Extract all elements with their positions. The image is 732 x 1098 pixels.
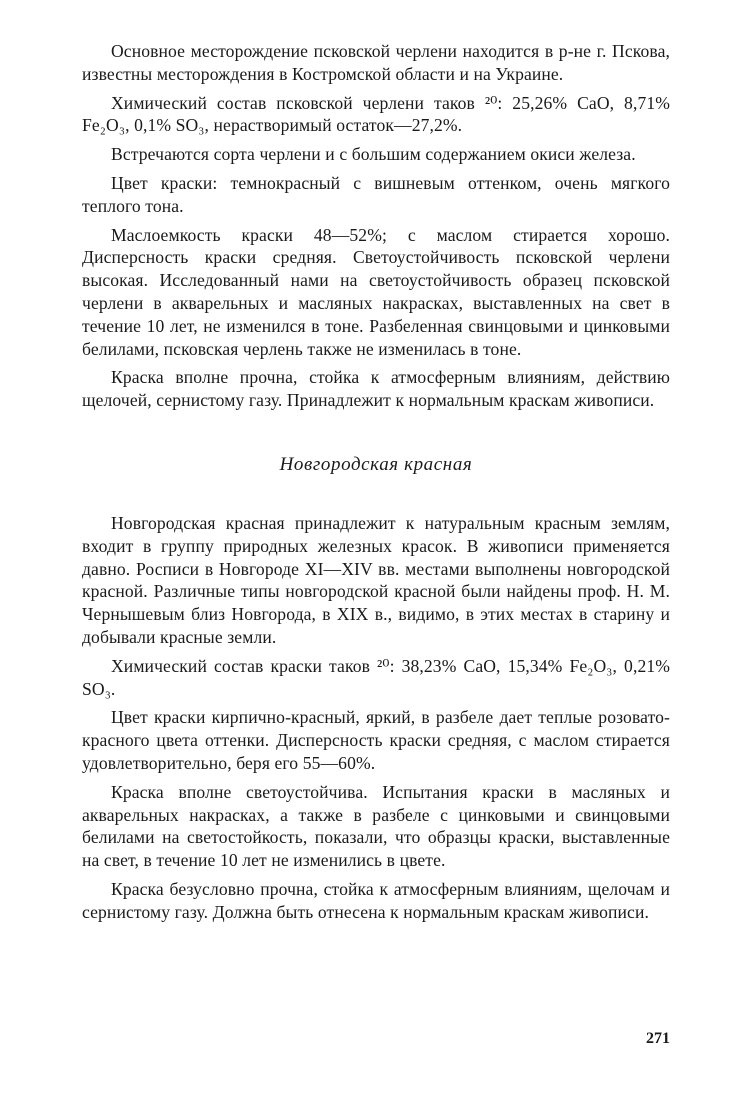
page-number: 271 [646, 1030, 670, 1047]
page-content [82, 40, 670, 930]
paragraph: Краска вполне прочна, стойка к атмосферным влияниям, действию щелочей, сернистому газу. Принадлежит к нормальным краскам живописи. [82, 367, 670, 411]
paragraph: Новгородская красная принадлежит к натуральным красным землям, входит в группу природных железных красок. В живописи применяется давно. Росписи в Новгороде XI—XIV вв. местами выполнены новгородской красной. Различные типы новгородской красной были найдены проф. Н. М. Чернышевым близ Новгорода, в XIX в., видимо, в этих местах в старину и добывали красные земли. [82, 512, 670, 647]
paragraph: Химический состав краски таков ²⁰: 38,23% CaO, 15,34% Fe₂O₃, 0,21% SO₃. [82, 655, 670, 699]
paragraph: Химический состав псковской черлени таков ²⁰: 25,26% CaO, 8,71% Fe₂O₃, 0,1% SO₃, нерастворимый остаток—27,2%. [82, 92, 670, 136]
paragraph: Краска безусловно прочна, стойка к атмосферным влияниям, щелочам и сернистому газу. Должна быть отнесена к нормальным краскам живописи. [82, 878, 670, 922]
paragraph: Краска вполне светоустойчива. Испытания краски в масляных и акварельных накрасках, а также в разбеле с цинковыми и свинцовыми белилами на светостойкость, показали, что образцы краски, выставленные на свет, в течение 10 лет не изменились в цвете. [82, 781, 670, 871]
paragraph: Цвет краски кирпично-красный, яркий, в разбеле дает теплые розовато-красного цвета оттенки. Дисперсность краски средняя, с маслом стирается удовлетворительно, беря его 55—60%. [82, 707, 670, 773]
section-heading: Новгородская красная [279, 453, 473, 475]
paragraph: Основное месторождение псковской черлени находится в р-не г. Пскова, известны месторождения в Костромской области и на Украине. [82, 41, 670, 84]
paragraph: Встречаются сорта черлени и с большим содержанием окиси железа. [111, 144, 636, 165]
paragraph: Маслоемкость краски 48—52%; с маслом стирается хорошо. Дисперсность краски средняя. Светоустойчивость псковской черлени высокая. Исследованный нами на светоустойчивость образец псковской черлени в акварельных и масляных накрасках, выставленных на свет в течение 10 лет, не изменился в тоне. Разбеленная свинцовыми и цинковыми белилами, псковская черлень также не изменилась в тоне. [82, 224, 670, 359]
paragraph: Цвет краски: темнокрасный с вишневым оттенком, очень мягкого теплого тона. [82, 172, 670, 216]
